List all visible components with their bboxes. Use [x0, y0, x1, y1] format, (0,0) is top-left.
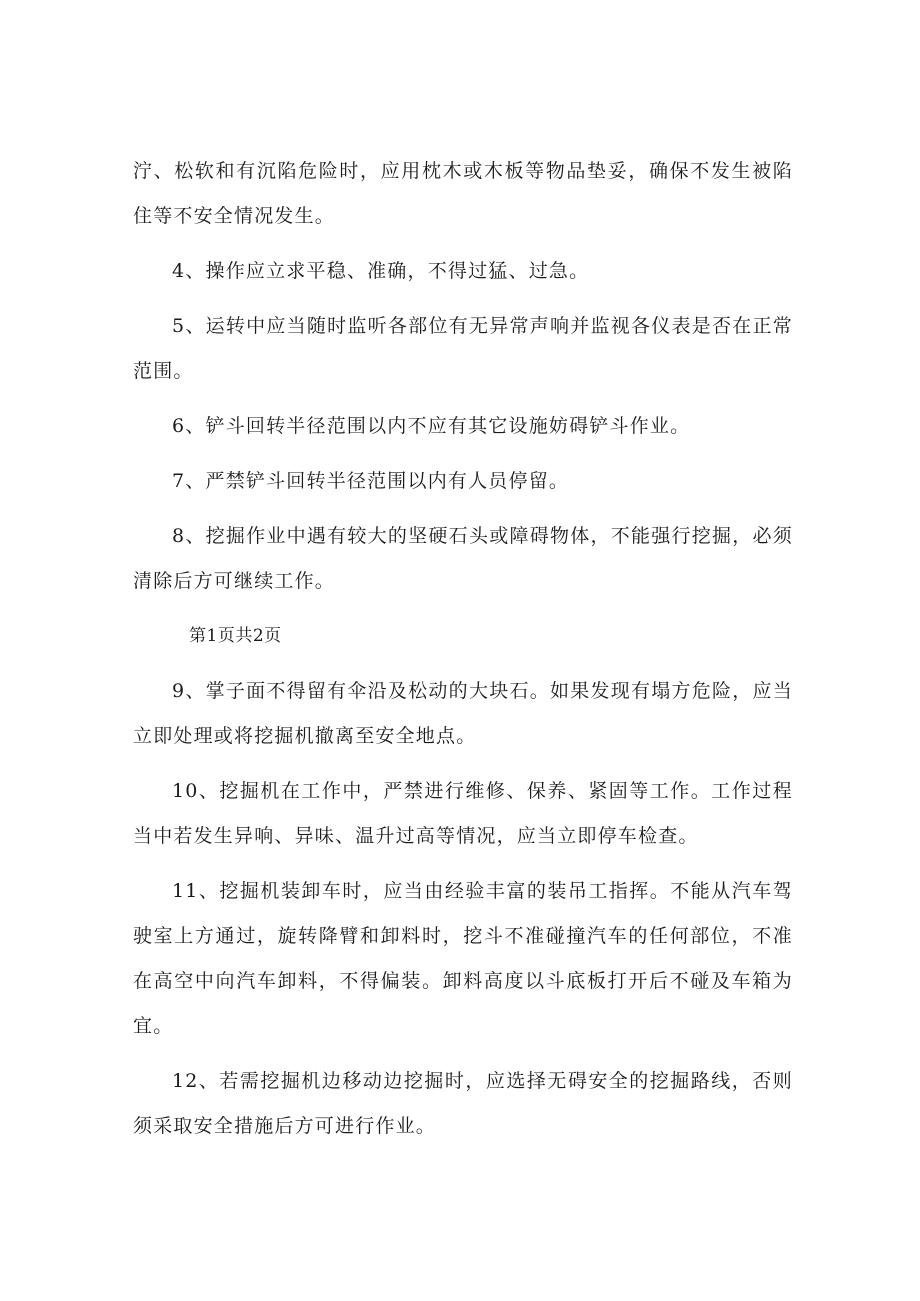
paragraph-item-5: 5、运转中应当随时监听各部位有无异常声响并监视各仪表是否在正常范围。: [133, 315, 793, 382]
paragraph-item-7: 7、严禁铲斗回转半径范围以内有人员停留。: [172, 470, 570, 492]
paragraph-item-9: 9、掌子面不得留有伞沿及松动的大块石。如果发现有塌方危险，应当立即处理或将挖掘机撤离至安全地点。: [133, 680, 793, 747]
document-page: [133, 149, 793, 1159]
paragraph-item-10: 10、挖掘机在工作中，严禁进行维修、保养、紧固等工作。工作过程当中若发生异响、异味、温升过高等情况，应当立即停车检查。: [133, 780, 793, 847]
paragraph-item-6: 6、铲斗回转半径范围以内不应有其它设施妨碍铲斗作业。: [172, 415, 691, 437]
paragraph-item-11: 11、挖掘机装卸车时，应当由经验丰富的装吊工指挥。不能从汽车驾驶室上方通过，旋转降臂和卸料时，挖斗不准碰撞汽车的任何部位，不准在高空中向汽车卸料，不得偏装。卸料高度以斗底板打开后不碰及车箱为宜。: [133, 880, 793, 1037]
paragraph-item-12: 12、若需挖掘机边移动边挖掘时，应选择无碍安全的挖掘路线，否则须采取安全措施后方可进行作业。: [133, 1070, 793, 1137]
paragraph-item-8: 8、挖掘作业中遇有较大的坚硬石头或障碍物体，不能强行挖掘，必须清除后方可继续工作。: [133, 525, 793, 592]
page-footer: 第1页共2页: [189, 626, 282, 646]
paragraph-continuation: 泞、松软和有沉陷危险时，应用枕木或木板等物品垫妥，确保不发生被陷住等不安全情况发生。: [133, 160, 793, 227]
paragraph-item-4: 4、操作应立求平稳、准确，不得过猛、过急。: [172, 260, 590, 282]
